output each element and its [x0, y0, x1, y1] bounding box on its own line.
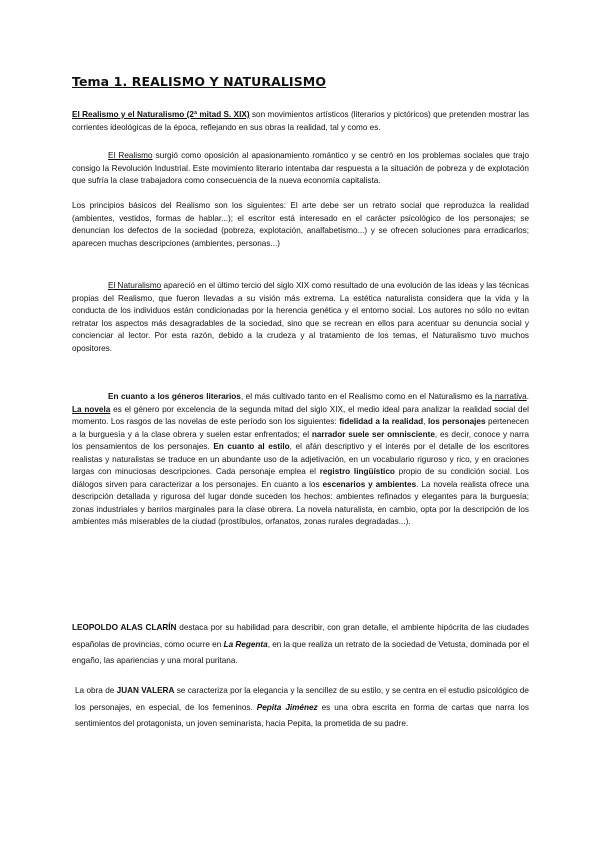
generos-text-5: pertenecen a la burguesía y a la clase obrera y suelen estar enfrentados; el	[72, 417, 529, 439]
paragraph-intro	[72, 109, 529, 134]
generos-personajes: los personajes	[427, 417, 486, 426]
valera-text-0: La obra de	[75, 686, 117, 695]
generos-estilo: En cuanto al estilo	[213, 442, 290, 451]
clarin-text-2: , en la que realiza un retrato de la sociedad de Vetusta, dominada por el engaño, las apariencias y una moral puritana.	[72, 639, 529, 665]
realismo-lead: El Realismo	[108, 151, 153, 160]
clarin-text-1: destaca por su habilidad para describir, con gran detalle, el ambiente hipócrita de las ciudades españolas de provincias, como ocurre en	[72, 623, 529, 649]
naturalismo-text: apareció en el último tercio del siglo XIX como resultado de una evolución de las ideas y las técnicas propias del Realismo, que fueron llevadas a su visión más extrema. La estética naturalista considera que la vida y la conducta de los individuos están condicionadas por la herencia genética y el entorno social. Los autores no sólo no evitan retratar los aspectos más desagradables de la sociedad, sino que se recrean en ellos para acentuar su denuncia social y concienciar al lector. Por esta razón, debido a la crudeza y al tratamiento de los temas, el Naturalismo tuvo muchos opositores.	[72, 281, 529, 353]
valera-text-2: es una obra escrita en forma de cartas que narra los sentimientos del protagonista, un joven seminarista, hacia Pepita, la prometida de su padre.	[75, 702, 530, 728]
generos-text-6: , es decir, conoce y narra los pensamientos de los personajes.	[72, 429, 529, 451]
generos-registro: registro lingüístico	[319, 467, 395, 476]
generos-narrativa: narrativa	[492, 392, 527, 401]
generos-lead: En cuanto a los géneros literarios	[108, 392, 241, 401]
generos-text-4: ,	[423, 417, 428, 426]
generos-escenarios: escenarios y ambientes	[322, 479, 417, 489]
page-title: Tema 1. REALISMO Y NATURALISMO	[72, 74, 327, 89]
valera-work: Pepita Jiménez	[256, 702, 318, 712]
paragraph-generos	[72, 391, 529, 529]
paragraph-naturalismo	[72, 280, 529, 355]
intro-text: son movimientos artísticos (literarios y pictóricos) que pretenden mostrar las corrientes ideológicas de la época, reflejando en sus obras la realidad, tal y como es.	[72, 110, 530, 132]
generos-novela: La novela	[72, 404, 111, 414]
clarin-lead: LEOPOLDO ALAS CLARÍN	[72, 623, 177, 632]
valera-lead: JUAN VALERA	[116, 686, 175, 695]
generos-text-1: , el más cultivado tanto en el Realismo como en el Naturalismo es la	[240, 392, 493, 401]
paragraph-principios	[72, 200, 529, 250]
clarin-work: La Regenta	[223, 639, 268, 649]
generos-text-7: , el afán descriptivo y el interés por el detalle de los escritores realistas y naturalistas se traduce en un abundante uso de la adjetivación, en un vocabulario riguroso y rico, y en oraciones largas con minuciosas descripciones. Cada personaje emplea el	[72, 442, 529, 476]
generos-narrador: narrador suele ser omnisciente	[311, 429, 435, 439]
realismo-text: surgió como oposición al apasionamiento romántico y se centró en los problemas sociales que trajo consigo la Revolución Industrial. Este movimiento literario intentaba dar respuesta a la situación de pobreza y de explotación que sufría la clase trabajadora como consecuencia de la nueva economía capitalista.	[72, 151, 529, 185]
naturalismo-lead: El Naturalismo	[108, 281, 162, 290]
generos-text-9: . La novela realista ofrece una descripción detallada y rigurosa del lugar donde suceden los hechos: ambientes refinados y elegantes para la burguesía; zonas industriales y barrios marginales para la clase obrera. La novela naturalista, en cambio, opta por la descripción de los ambientes más miserables de la ciudad (prostíbulos, orfanatos, zonas rurales degradadas...).	[72, 479, 529, 526]
generos-fidelidad: fidelidad a la realidad	[339, 417, 424, 426]
generos-text-2: .	[526, 392, 529, 401]
paragraph-clarin	[72, 620, 529, 670]
valera-text-1: se caracteriza por la elegancia y la sencillez de su estilo, y se centra en el estudio psicológico de los personajes, en especial, de los femeninos.	[75, 686, 529, 712]
paragraph-realismo	[72, 150, 529, 188]
generos-text-3: es el género por excelencia de la segunda mitad del siglo XIX, el medio ideal para analizar la realidad social del momento. Los rasgos de las novelas de este período son los siguientes:	[72, 404, 529, 426]
intro-lead: El Realismo y el Naturalismo (2ª mitad S. XIX)	[72, 110, 250, 119]
generos-text-8: propio de su condición social. Los diálogos sirven para caracterizar a los personajes. En cuanto a los	[72, 467, 529, 489]
paragraph-valera	[72, 683, 529, 733]
principios-text: Los principios básicos del Realismo son los siguientes: El arte debe ser un retrato social que reproduzca la realidad (ambientes, vestidos, formas de hablar...); el escritor está interesado en el carácter psicológico de los personajes; se denuncian los defectos de la sociedad (pobreza, explotación, analfabetismo...) y se ofrecen soluciones para erradicarlos; aparecen muchas descripciones (ambientes, personas...)	[72, 201, 529, 248]
